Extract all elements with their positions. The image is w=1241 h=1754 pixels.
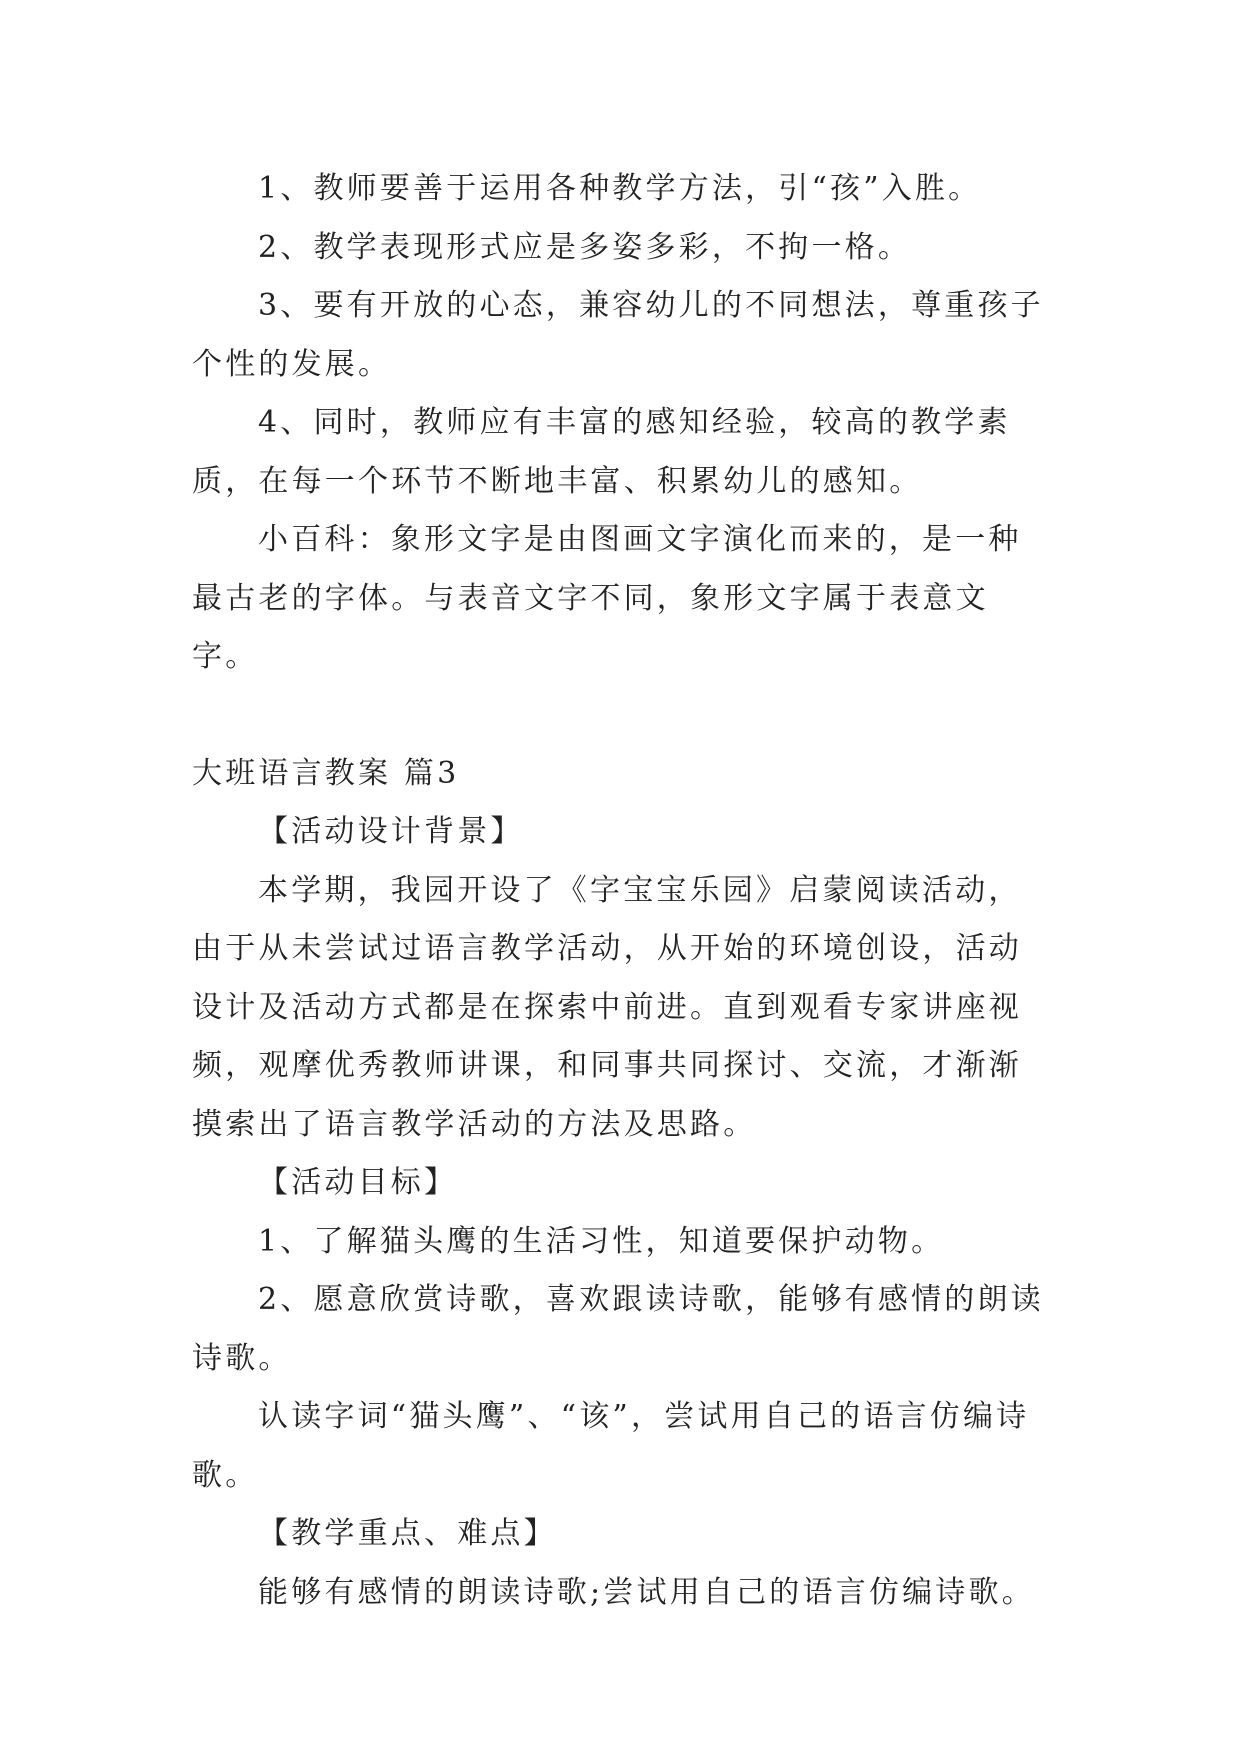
- goal-item-1: 1、了解猫头鹰的生活习性，知道要保护动物。: [258, 1223, 945, 1259]
- text-column: [192, 160, 1048, 1622]
- encyclopedia-note: 小百科：象形文字是由图画文字演化而来的，是一种最古老的字体。与表音文字不同，象形文字属于表意文字。: [192, 522, 1022, 674]
- list-item-3: 3、要有开放的心态，兼容幼儿的不同想法，尊重孩子个性的发展。: [192, 288, 1044, 382]
- goal-item-3: 认读字词“猫头鹰”、“该”，尝试用自己的语言仿编诗歌。: [192, 1399, 1030, 1493]
- list-item-2: 2、教学表现形式应是多姿多彩，不拘一格。: [258, 229, 912, 265]
- list-item-4: 4、同时，教师应有丰富的感知经验，较高的教学素质，在每一个环节不断地丰富、积累幼儿的感知。: [192, 405, 1011, 499]
- background-heading: 【活动设计背景】: [258, 814, 524, 849]
- goal-item-2: 2、愿意欣赏诗歌，喜欢跟读诗歌，能够有感情的朗读诗歌。: [192, 1282, 1044, 1376]
- key-points-paragraph: 能够有感情的朗读诗歌;尝试用自己的语言仿编诗歌。: [258, 1574, 1035, 1610]
- list-item-1: 1、教师要善于运用各种教学方法，引“孩”入胜。: [258, 171, 982, 206]
- key-points-heading: 【教学重点、难点】: [258, 1516, 557, 1551]
- goals-heading: 【活动目标】: [258, 1165, 458, 1200]
- background-paragraph: 本学期，我园开设了《字宝宝乐园》启蒙阅读活动，由于从未尝试过语言教学活动，从开始的环境创设，活动设计及活动方式都是在探索中前进。直到观看专家讲座视频，观摩优秀教师讲课，和同事共同探讨、交流，才渐渐摸索出了语言教学活动的方法及思路。: [192, 872, 1022, 1142]
- section-title: 大班语言教案 篇3: [192, 755, 460, 791]
